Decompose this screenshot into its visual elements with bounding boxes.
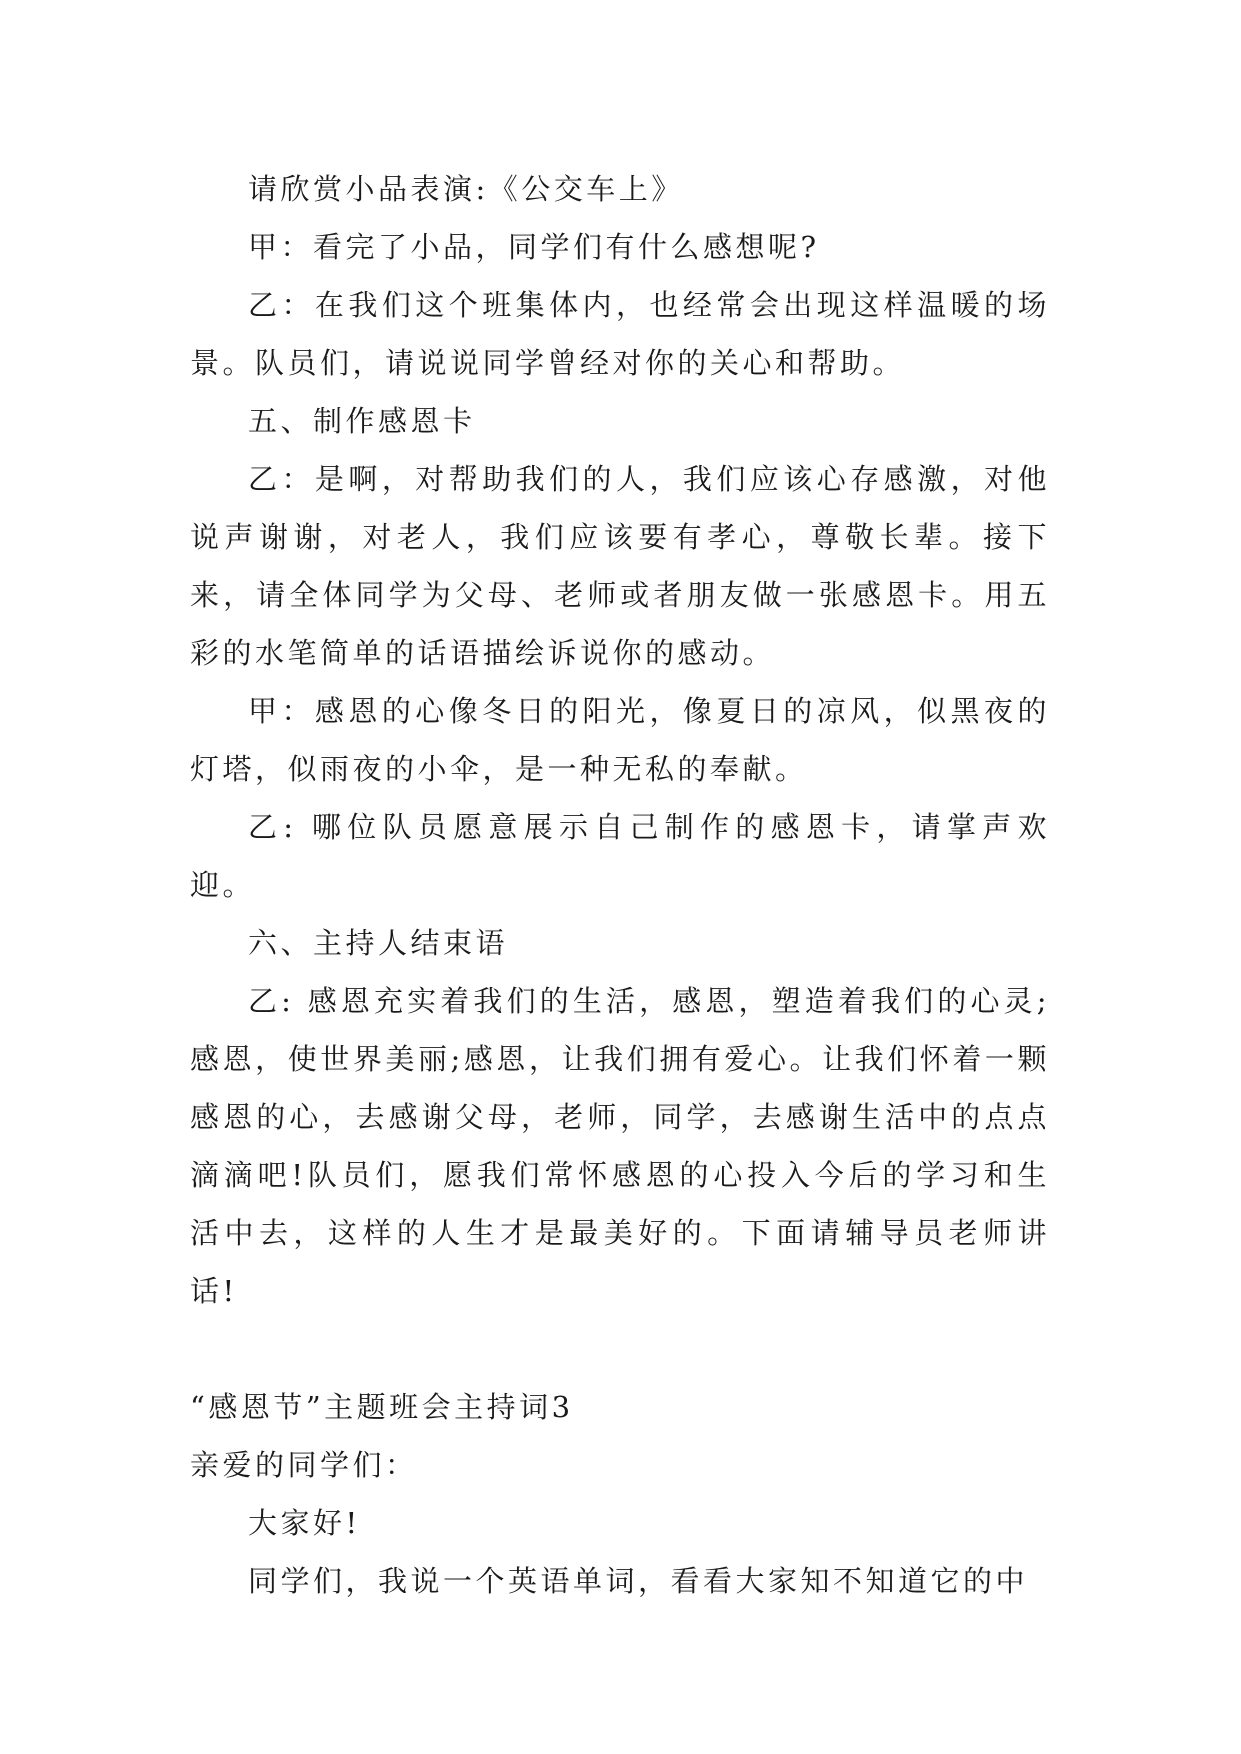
paragraph-greeting: 大家好!: [248, 1506, 361, 1540]
section-title: “感恩节”主题班会主持词3: [190, 1390, 574, 1424]
heading-closing-remarks: 六、主持人结束语: [248, 926, 509, 960]
paragraph-jia-grateful-heart: 甲：感恩的心像冬日的阳光，像夏日的凉风，似黑夜的灯塔，似雨夜的小伞，是一种无私的奉献。: [190, 694, 1050, 786]
section-gap: [190, 1320, 1050, 1378]
paragraph-yi-closing: 乙: 感恩充实着我们的生活，感恩，塑造着我们的心灵;感恩，使世界美丽;感恩，让我们拥有爱心。让我们怀着一颗感恩的心，去感谢父母，老师，同学，去感谢生活中的点点滴滴吧!队员们，愿我们常怀感恩的心投入今后的学习和生活中去，这样的人生才是最美好的。下面请辅导员老师讲话!: [190, 984, 1050, 1308]
paragraph-yi-gratitude: 乙：是啊，对帮助我们的人，我们应该心存感激，对他说声谢谢，对老人，我们应该要有孝心，尊敬长辈。接下来，请全体同学为父母、老师或者朋友做一张感恩卡。用五彩的水笔简单的话语描绘诉说你的感动。: [190, 462, 1050, 670]
paragraph-jia-question: 甲：看完了小品，同学们有什么感想呢?: [248, 230, 820, 264]
heading-make-card: 五、制作感恩卡: [248, 404, 476, 438]
paragraph-sketch-intro: 请欣赏小品表演:《公交车上》: [248, 172, 684, 206]
salutation: 亲爱的同学们：: [190, 1448, 418, 1482]
document-body: [190, 160, 1050, 1610]
paragraph-yi-warm-scene: 乙：在我们这个班集体内，也经常会出现这样温暖的场景。队员们，请说说同学曾经对你的关心和帮助。: [190, 288, 1050, 380]
paragraph-english-word: 同学们，我说一个英语单词，看看大家知不知道它的中: [248, 1564, 1029, 1598]
paragraph-yi-show-card: 乙: 哪位队员愿意展示自己制作的感恩卡，请掌声欢迎。: [190, 810, 1050, 902]
